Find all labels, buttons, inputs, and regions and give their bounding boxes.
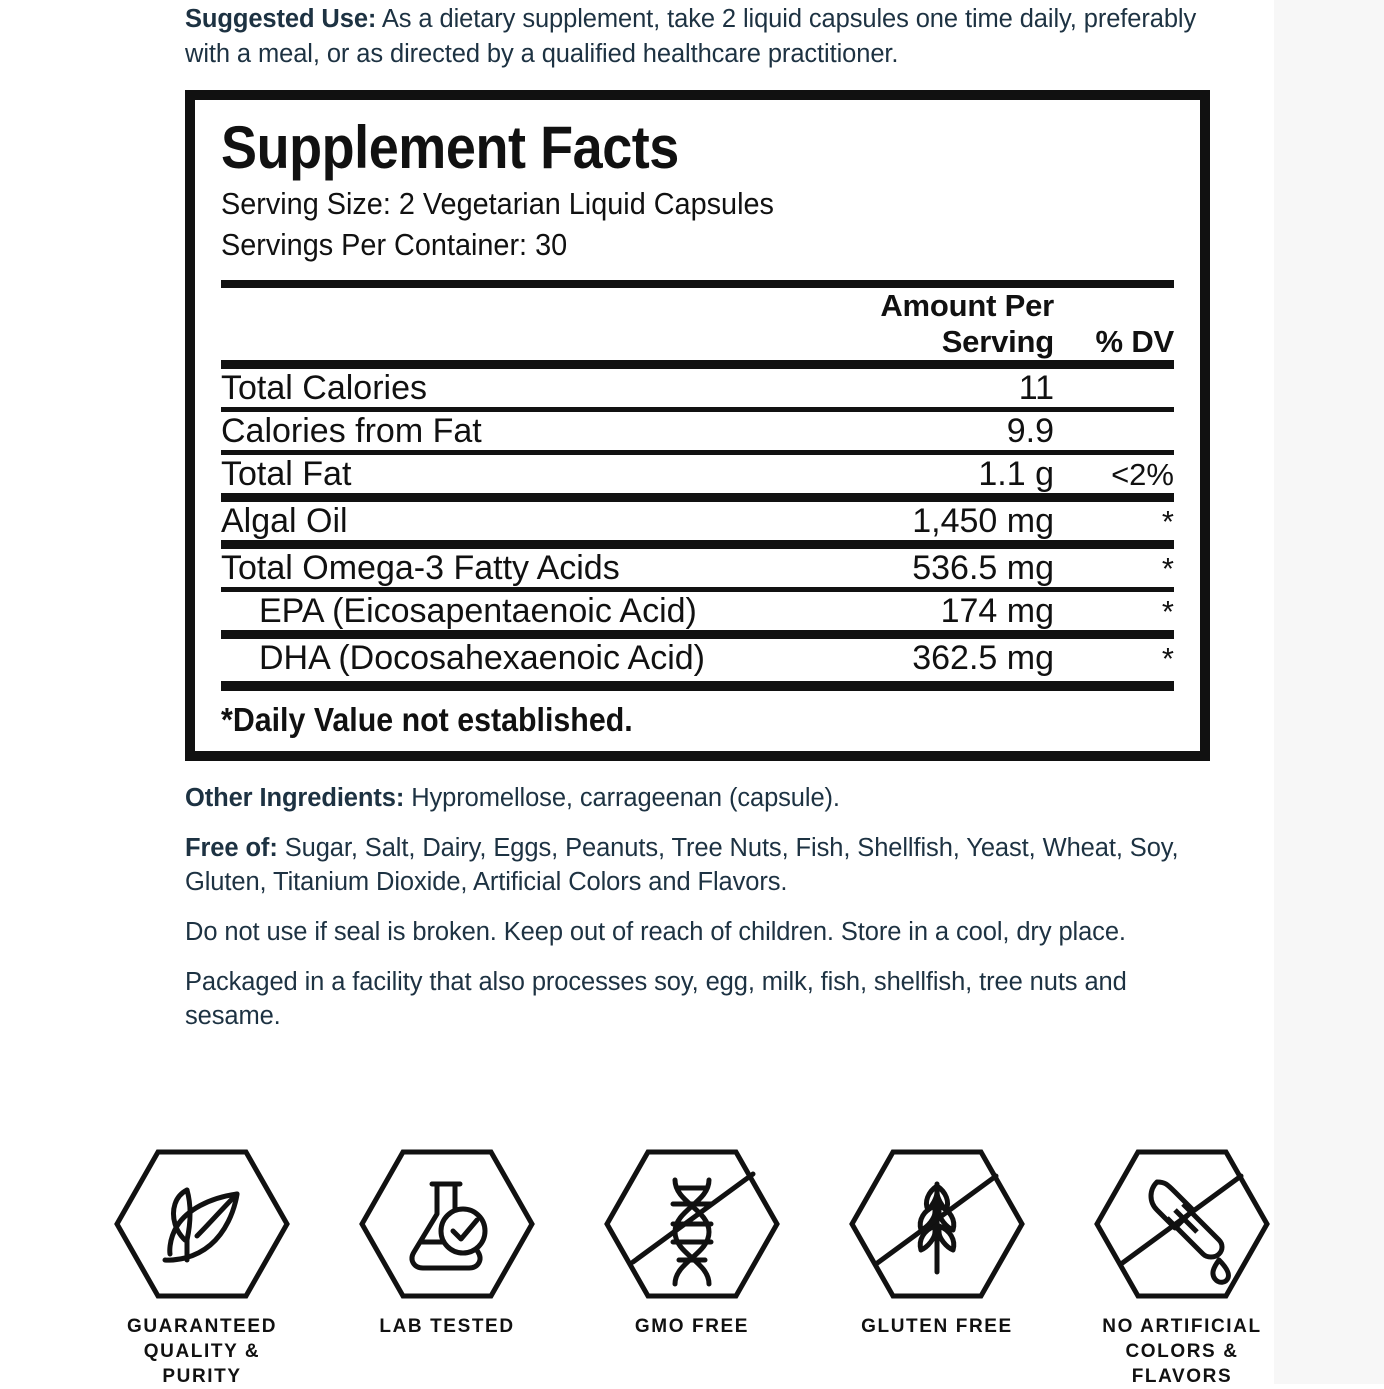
table-row xyxy=(221,549,1174,587)
suggested-use-label: Suggested Use: xyxy=(185,5,377,33)
suggested-use-text: As a dietary supplement, take 2 liquid capsules one time daily, preferably with a meal, or as directed by a qualified healthcare practitioner. xyxy=(185,5,1197,68)
badge-label: GUARANTEED QUALITY & PURITY xyxy=(126,1316,278,1388)
row-amount: 1,450 mg xyxy=(912,501,1054,540)
row-label: EPA (Eicosapentaenoic Acid) xyxy=(259,591,697,630)
row-label: Total Omega-3 Fatty Acids xyxy=(221,548,620,587)
row-dv xyxy=(1054,369,1174,407)
table-row xyxy=(221,592,1174,630)
badge-no-artificial-colors-flavors xyxy=(1091,1148,1273,1389)
header-amount-per-serving: Amount Per Serving xyxy=(880,287,1054,359)
row-label: Algal Oil xyxy=(221,501,348,540)
table-row xyxy=(221,502,1174,540)
row-dv: * xyxy=(1161,641,1174,677)
row-dv: * xyxy=(1161,551,1174,587)
badge-lab-tested xyxy=(356,1148,538,1389)
table-row xyxy=(221,455,1174,493)
row-label: Total Calories xyxy=(221,368,427,407)
serving-size: Serving Size: 2 Vegetarian Liquid Capsules xyxy=(221,186,774,222)
flask-check-icon xyxy=(358,1148,536,1300)
row-amount: 536.5 mg xyxy=(912,548,1054,587)
row-separator xyxy=(221,493,1174,502)
badge-label: NO ARTIFICIAL COLORS & FLAVORS xyxy=(1102,1316,1262,1388)
daily-value-footnote: *Daily Value not established. xyxy=(221,701,633,739)
badge-label: GMO FREE xyxy=(634,1316,750,1337)
table-header-row xyxy=(221,288,1174,360)
row-label: DHA (Docosahexaenoic Acid) xyxy=(259,639,706,678)
row-amount: 174 mg xyxy=(940,591,1054,630)
table-row xyxy=(221,369,1174,407)
other-ingredients-label: Other Ingredients: xyxy=(185,784,405,813)
badge-label: GLUTEN FREE xyxy=(861,1316,1013,1337)
wheat-slash-icon xyxy=(848,1148,1026,1300)
panel-rule-top xyxy=(221,280,1174,288)
row-dv: * xyxy=(1161,504,1174,540)
free-of-text: Sugar, Salt, Dairy, Eggs, Peanuts, Tree Nuts, Fish, Shellfish, Yeast, Wheat, Soy, Gluten, Titanium Dioxide, Artificial Colors and Flavors. xyxy=(185,833,1179,897)
row-amount: 362.5 mg xyxy=(912,639,1054,678)
dropper-slash-icon xyxy=(1093,1148,1271,1300)
badge-guaranteed-quality-purity xyxy=(111,1148,293,1389)
badge-gmo-free xyxy=(601,1148,783,1389)
row-label: Calories from Fat xyxy=(221,411,482,450)
table-row xyxy=(221,412,1174,450)
free-of-paragraph xyxy=(185,831,1215,900)
row-dv xyxy=(1054,412,1174,450)
facility-warning: Packaged in a facility that also processes soy, egg, milk, fish, shellfish, tree nuts and sesame. xyxy=(185,967,1127,1031)
row-label: Total Fat xyxy=(221,454,352,493)
free-of-label: Free of: xyxy=(185,833,278,862)
panel-rule-bottom xyxy=(221,681,1174,691)
storage-warning: Do not use if seal is broken. Keep out of reach of children. Store in a cool, dry place. xyxy=(185,918,1126,947)
row-separator xyxy=(221,630,1174,639)
row-amount: 9.9 xyxy=(1006,411,1054,450)
row-amount: 11 xyxy=(1018,368,1054,407)
supplement-facts-table xyxy=(221,288,1174,678)
suggested-use-paragraph xyxy=(185,0,1215,71)
rule-below-header xyxy=(221,360,1174,369)
leaf-icon xyxy=(113,1148,291,1300)
badge-gluten-free xyxy=(846,1148,1028,1389)
servings-per-container: Servings Per Container: 30 xyxy=(221,226,568,262)
supplement-facts-panel xyxy=(185,90,1210,761)
header-blank xyxy=(221,288,784,360)
row-amount: 1.1 g xyxy=(978,454,1054,493)
dna-slash-icon xyxy=(603,1148,781,1300)
other-ingredients-paragraph xyxy=(185,781,1215,816)
label-notes xyxy=(185,781,1215,1034)
header-percent-dv: % DV xyxy=(1095,323,1174,359)
row-dv: * xyxy=(1161,594,1174,630)
supplement-facts-title: Supplement Facts xyxy=(221,114,679,182)
table-row xyxy=(221,639,1174,677)
row-separator xyxy=(221,540,1174,549)
row-dv: <2% xyxy=(1111,457,1174,493)
other-ingredients-text: Hypromellose, carrageenan (capsule). xyxy=(404,784,840,813)
certification-badges xyxy=(0,1148,1384,1389)
badge-label: LAB TESTED xyxy=(379,1316,515,1337)
